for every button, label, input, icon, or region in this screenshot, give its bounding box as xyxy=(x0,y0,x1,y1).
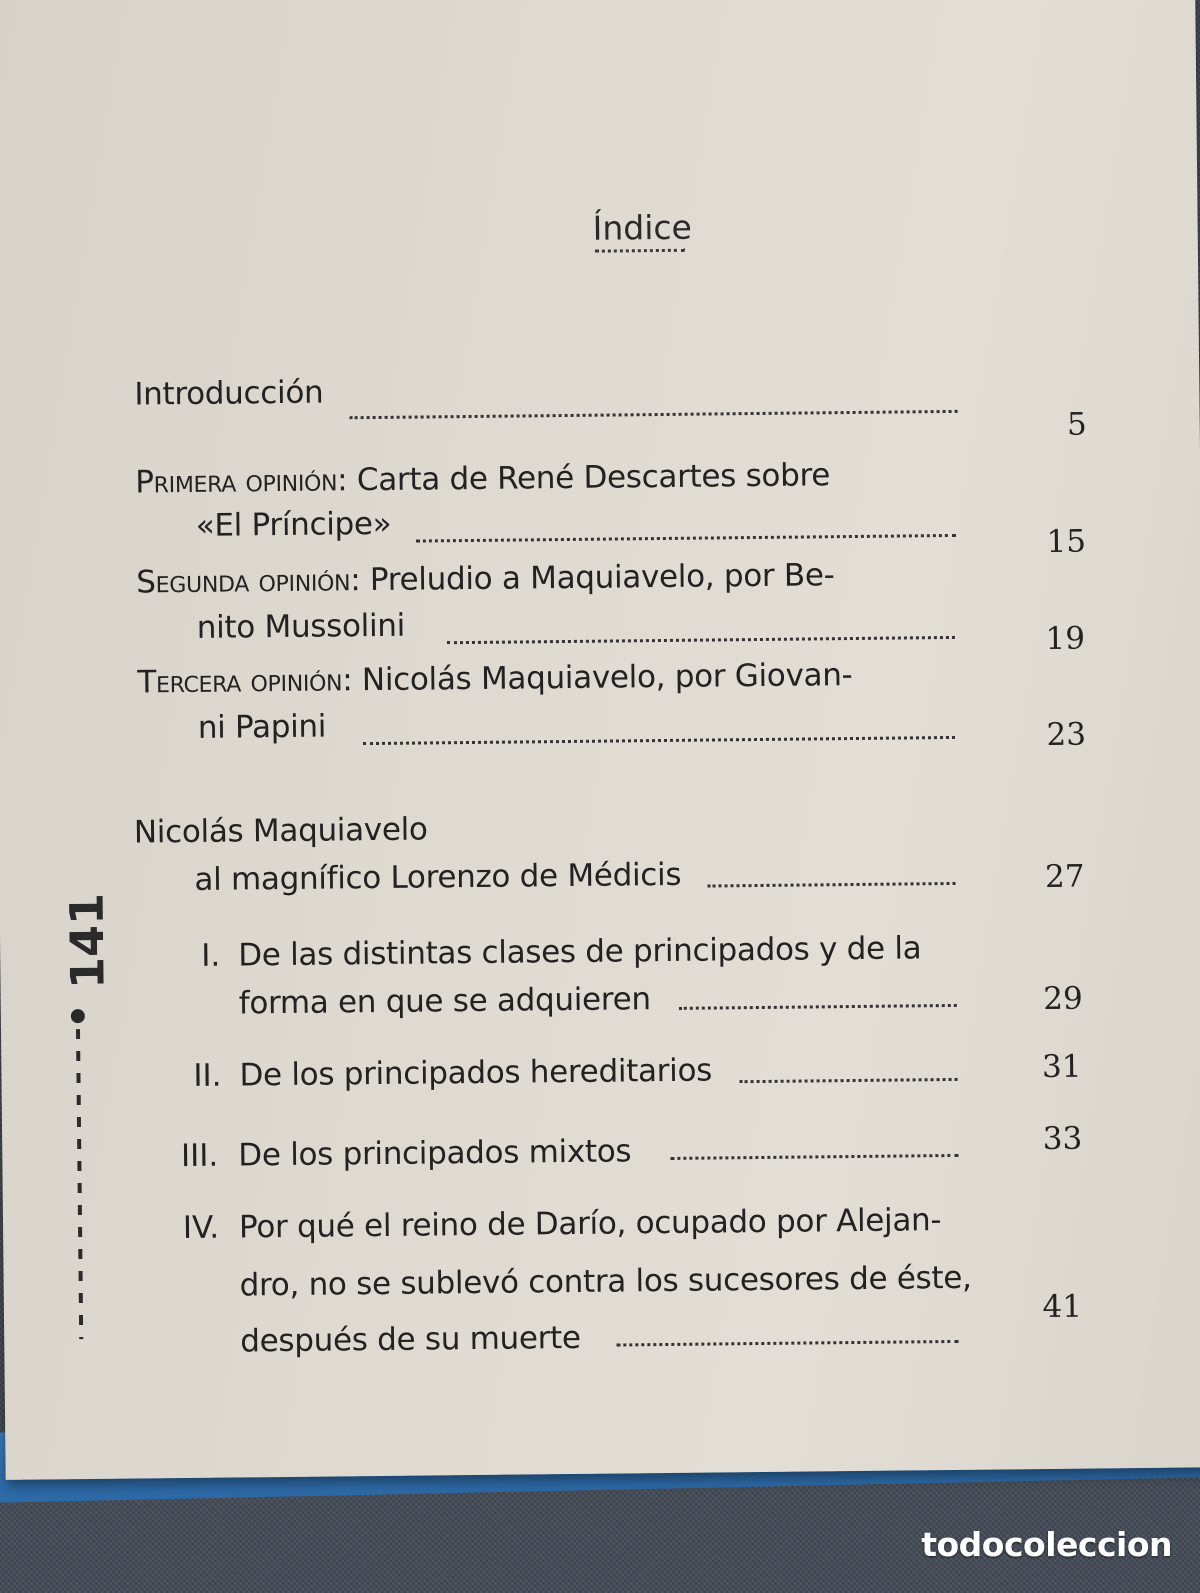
page-number-ch3: 33 xyxy=(1042,1120,1083,1158)
folio-rule xyxy=(76,1029,83,1339)
toc-entry-op3-line1 xyxy=(137,657,852,700)
folio-number: 141 xyxy=(59,892,115,990)
page-title: Índice xyxy=(592,207,693,248)
page-number-intro: 5 xyxy=(1066,406,1087,443)
toc-entry-op1-label: Primera opinión: xyxy=(135,462,348,501)
chapter-numeral-3: III. xyxy=(180,1137,219,1175)
page-number-ch4: 41 xyxy=(1042,1288,1083,1326)
toc-entry-dedication-line1: Nicolás Maquiavelo xyxy=(133,811,428,851)
title-underline xyxy=(595,249,685,257)
toc-entry-intro: Introducción xyxy=(134,374,324,413)
toc-entry-op2-text: Preludio a Maquiavelo, por Be- xyxy=(369,557,835,599)
leader-ch2 xyxy=(740,1078,958,1083)
toc-entry-op1-line1 xyxy=(135,457,830,500)
leader-ch3 xyxy=(670,1154,958,1160)
leader-op3 xyxy=(363,736,955,745)
page-number-ch2: 31 xyxy=(1041,1048,1082,1086)
page-number-op3: 23 xyxy=(1046,716,1087,753)
chapter-numeral-1: I. xyxy=(201,937,221,974)
leader-intro xyxy=(350,410,958,419)
chapter-numeral-2: II. xyxy=(193,1057,222,1094)
page-folio xyxy=(51,884,115,1005)
toc-entry-ch2-line1: De los principados hereditarios xyxy=(239,1052,713,1094)
leader-ch4 xyxy=(616,1340,958,1347)
toc-entry-op2-line1 xyxy=(136,557,835,600)
toc-entry-op3-line2: ni Papini xyxy=(197,708,327,746)
toc-entry-op3-text: Nicolás Maquiavelo, por Giovan- xyxy=(361,657,853,699)
folio-dot-icon xyxy=(71,1009,85,1023)
page-number-op1: 15 xyxy=(1046,523,1087,560)
toc-entry-dedication-line2: al magnífico Lorenzo de Médicis xyxy=(194,856,682,898)
toc-entry-ch1-line1: De las distintas clases de principados y de la xyxy=(238,930,922,974)
leader-op2 xyxy=(447,636,955,644)
leader-dedication xyxy=(708,882,956,888)
toc-entry-op1-text: Carta de René Descartes sobre xyxy=(356,457,831,499)
toc-entry-op3-label: Tercera opinión: xyxy=(137,662,353,701)
leader-op1 xyxy=(416,534,956,543)
toc-entry-ch3-line1: De los principados mixtos xyxy=(238,1133,632,1174)
toc-entry-ch4-line3: después de su muerte xyxy=(240,1319,581,1360)
toc-entry-ch4-line2: dro, no se sublevó contra los sucesores de éste, xyxy=(239,1259,972,1304)
toc-entry-op2-line2: nito Mussolini xyxy=(196,607,406,646)
toc-entry-op2-label: Segunda opinión: xyxy=(136,562,361,601)
watermark-logo: todocoleccion xyxy=(921,1525,1172,1564)
page-number-op2: 19 xyxy=(1045,620,1086,657)
chapter-numeral-4: IV. xyxy=(182,1209,220,1247)
toc-entry-op1-line2: «El Príncipe» xyxy=(195,505,392,544)
toc-entry-ch1-line2: forma en que se adquieren xyxy=(238,981,651,1022)
page-number-ch1: 29 xyxy=(1043,980,1083,1018)
leader-ch1 xyxy=(679,1004,957,1010)
toc-entry-ch4-line1: Por qué el reino de Darío, ocupado por Alejan- xyxy=(238,1202,942,1246)
page-number-dedication: 27 xyxy=(1044,858,1085,896)
